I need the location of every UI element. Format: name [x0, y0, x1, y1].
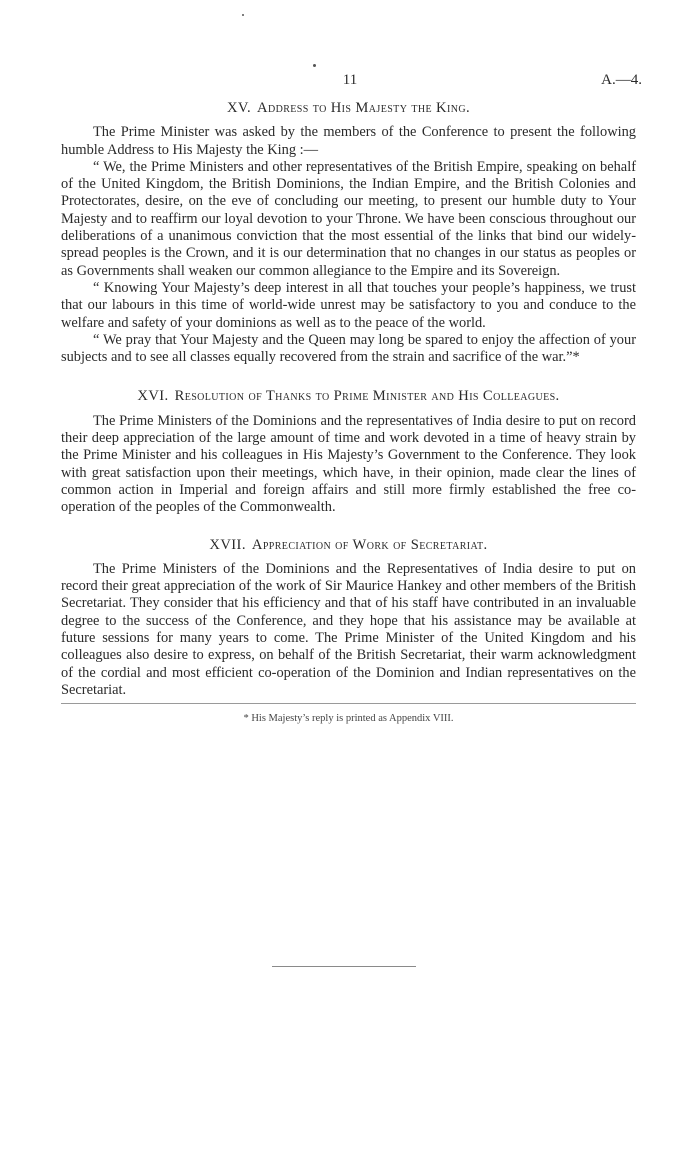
paragraph: “ We, the Prime Ministers and other representatives of the British Empire, speaking on behalf of the United Kingdom, the British Dominions, the Indian Empire, and the British Colonies and Protectorates, desire, on the eve of concluding our meeting, to present our humble duty to Your Majesty and to reaffirm our loyal devotion to your Throne. We have been conscious throughout our deliberations of a unanimous conviction that the most essential of the links that bind our widely-spread peoples is the Crown, and it is our determination that no changes in our status as peoples or as Governments shall weaken our common allegiance to the Empire and its Sovereign. [61, 158, 636, 279]
section-number: XVII. [209, 536, 246, 553]
section-xv [61, 100, 636, 366]
paragraph: The Prime Ministers of the Dominions and the representatives of India desire to put on record their deep appreciation of the large amount of time and work devoted in a time of heavy strain by the Prime Minister and his colleagues in His Majesty’s Government to the Conference. They look with great satisfaction upon their meetings, which have, in their opinion, made clear the lines of common action in Imperial and foreign affairs and still more firmly established the free co-operation of the peoples of the Commonwealth. [61, 412, 636, 516]
section-xvii [61, 537, 636, 700]
end-rule [272, 966, 416, 967]
scan-speck [242, 14, 244, 16]
section-number: XVI. [137, 388, 169, 405]
page-header [0, 72, 700, 92]
page-number: 11 [342, 72, 358, 88]
section-title: Address to His Majesty the King. [257, 100, 471, 116]
section-title: Resolution of Thanks to Prime Minister and His Colleagues. [174, 388, 560, 405]
section-xvi [61, 388, 636, 516]
page-body [61, 100, 636, 728]
section-heading [61, 100, 636, 117]
section-heading [61, 537, 636, 554]
paragraph: “ Knowing Your Majesty’s deep interest in all that touches your people’s happiness, we trust that our labours in this time of world-wide unrest may be satisfactory to you and conduce to the welfare and safety of your dominions as well as to the peace of the world. [61, 279, 636, 331]
footnote: * His Majesty’s reply is printed as Appendix VIII. [243, 713, 454, 725]
footnote-divider [61, 703, 636, 704]
paragraph: “ We pray that Your Majesty and the Queen may long be spared to enjoy the affection of your subjects and to see all classes equally recovered from the strain and sacrifice of the war.”* [61, 331, 636, 366]
document-reference: A.—4. [601, 72, 642, 88]
section-title: Appreciation of Work of Secretariat. [251, 536, 488, 553]
paragraph: The Prime Ministers of the Dominions and the Representatives of India desire to put on record their great appreciation of the work of Sir Maurice Hankey and other members of the British Secretariat. They consider that his efficiency and that of his staff have contributed in an invaluable degree to the success of the Conference, and they hope that his assistance may be available at future sessions for many years to come. The Prime Minister of the United Kingdom and his colleagues also desire to express, on behalf of the British Secretariat, their warm acknowledgment of the cordial and most efficient co-operation of the Dominion and Indian representatives on the Secretariat. [61, 560, 636, 698]
section-heading [61, 388, 636, 405]
section-number: XV. [226, 100, 252, 116]
paragraph: The Prime Minister was asked by the members of the Conference to present the following humble Address to His Majesty the King :— [61, 124, 636, 158]
scan-speck [313, 64, 316, 67]
